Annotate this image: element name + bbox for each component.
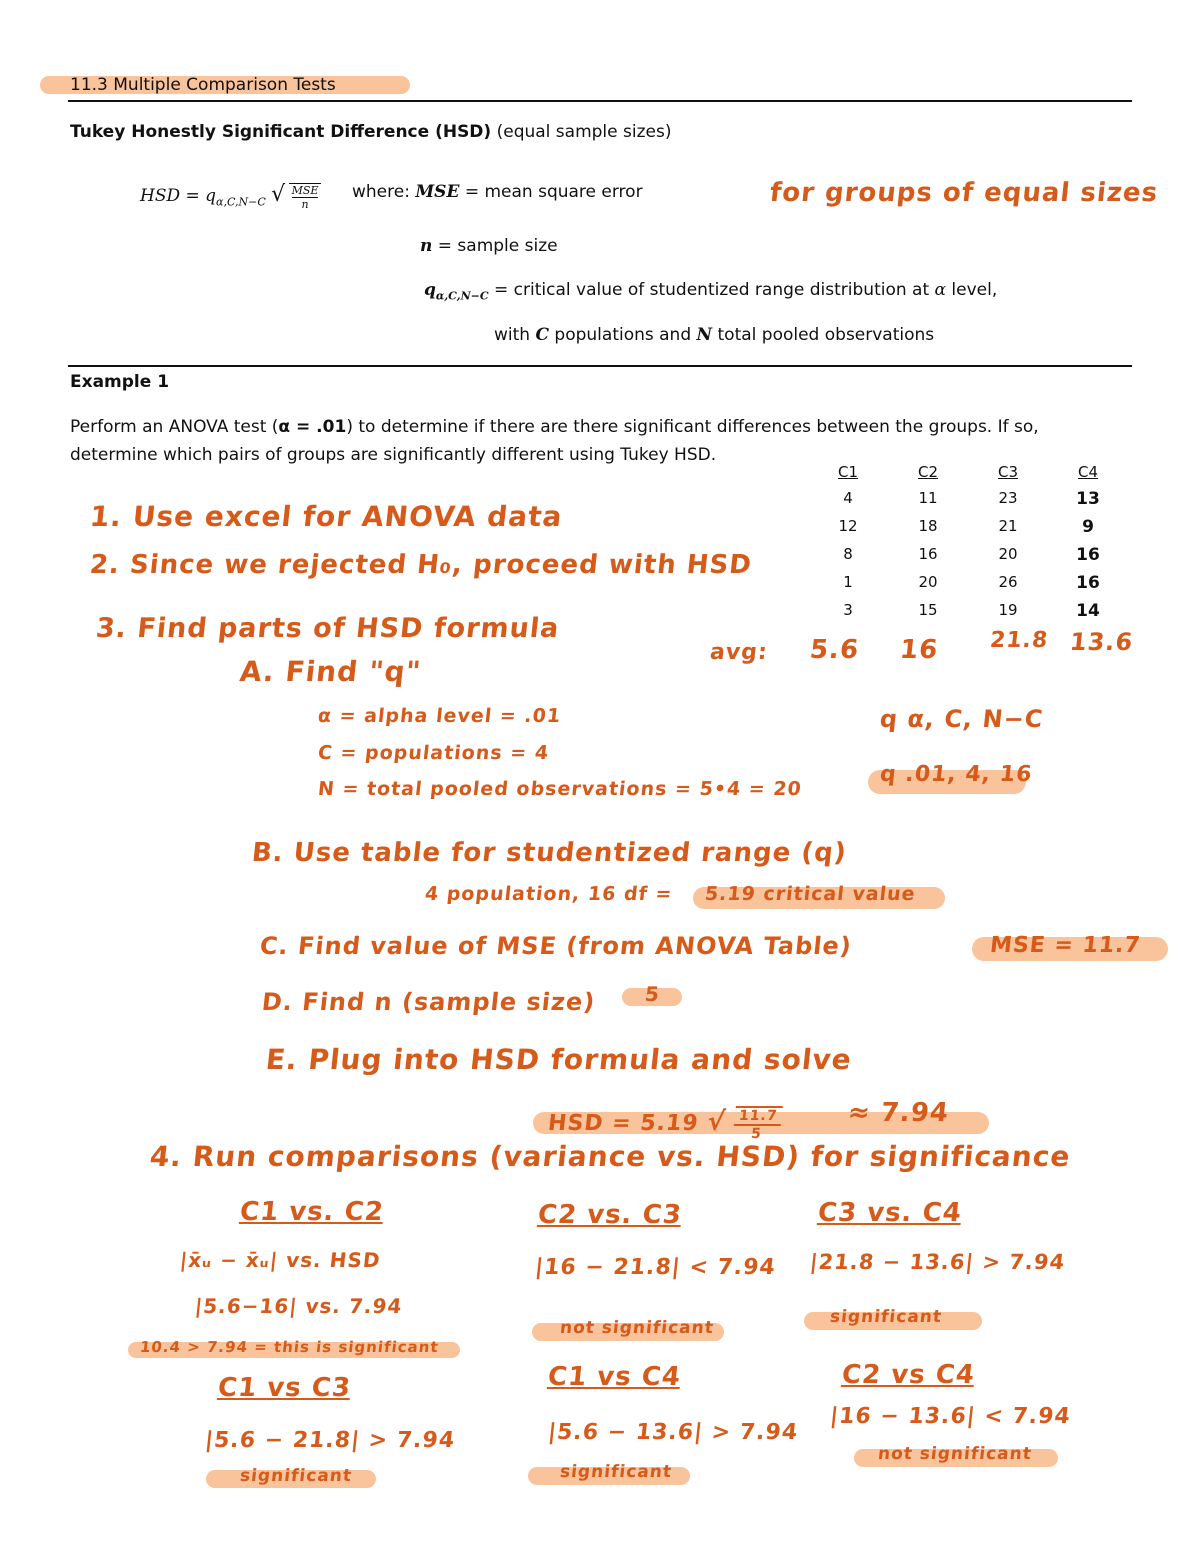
cmp-title: C2 vs. C3 [536,1200,684,1230]
note-equal-sizes: for groups of equal sizes [768,178,1160,208]
with-line [494,325,934,345]
formula-lhs: HSD = q [140,186,217,206]
cmp-title: C1 vs. C2 [238,1197,386,1227]
table-header: C1 [837,463,859,481]
cmp-line: |5.6−16| vs. 7.94 [193,1294,404,1318]
hsd-fraction [732,1106,782,1142]
table-row [808,601,1128,621]
note-step-a: A. Find "q" [238,655,423,688]
table-row [808,489,1128,509]
table-header: C4 [1077,463,1099,481]
hsd-fraction-num: 11.7 [734,1108,782,1126]
with-c-text: total pooled observations [717,325,935,345]
note-n-value: 5 [643,982,662,1006]
q-alpha: α [934,280,947,300]
prompt-a: Perform an ANOVA test ( [70,417,279,437]
table-header: C3 [997,463,1019,481]
note-step-d: D. Find n (sample size) [260,988,597,1016]
cmp-line: |16 − 13.6| < 7.94 [828,1404,1073,1429]
example-prompt-line2: determine which pairs of groups are significantly different using Tukey HSD. [70,445,717,465]
note-step-e: E. Plug into HSD formula and solve [264,1043,854,1076]
note-avg-c4: 13.6 [1068,628,1135,656]
with-c: C [535,325,550,345]
note-c-line: C = populations = 4 [316,742,551,764]
cmp-line: |x̄ᵤ − x̄ᵤ| vs. HSD [178,1248,382,1272]
section-title: 11.3 Multiple Comparison Tests [70,75,336,95]
tukey-heading-bold: Tukey Honestly Significant Difference (HSD) [70,122,492,142]
note-mse-value: MSE = 11.7 [988,933,1143,958]
note-hsd-calc [546,1106,783,1142]
cmp-result: 10.4 > 7.94 = this is significant [139,1338,440,1356]
hsd-calc-label: HSD = 5.19 [546,1111,700,1136]
hsd-fraction-den: 5 [750,1126,763,1142]
table-row [808,545,1128,565]
example-prompt-line1 [70,417,1039,437]
cmp-result: significant [828,1307,944,1327]
table-row [808,573,1128,593]
table-cell-handwritten: 13 [1076,489,1100,509]
where-line [352,182,643,202]
table-header: C2 [917,463,939,481]
prompt-b: ) to determine if there are there significant differences between the groups. If so, [346,417,1039,437]
note-hsd-result: ≈ 7.94 [846,1098,951,1128]
cmp-result: significant [558,1462,674,1482]
note-step-4: 4. Run comparisons (variance vs. HSD) for significance [148,1140,1073,1173]
table-cell: 16 [918,545,938,563]
table-cell: 8 [843,545,853,563]
cmp-result: significant [238,1466,354,1486]
fraction-numerator: MSE [291,183,319,197]
data-table [808,463,1128,621]
note-n-line: N = total pooled observations = 5•4 = 20 [316,778,803,800]
n-definition: = sample size [437,236,558,256]
cmp-line: |21.8 − 13.6| > 7.94 [808,1250,1067,1274]
mse-definition: = mean square error [464,182,643,202]
with-b: populations and [554,325,692,345]
table-cell-handwritten: 9 [1082,517,1094,537]
table-cell-handwritten: 16 [1076,573,1100,593]
q-definition-line [424,280,997,302]
with-n: N [696,325,713,345]
q-sub: α,C,N−C [435,289,489,303]
table-cell-handwritten: 16 [1076,545,1100,565]
formula-sqrt [271,182,321,211]
cmp-result: not significant [876,1444,1033,1464]
note-q-generic: q α, C, N−C [878,705,1045,733]
table-cell: 11 [918,489,938,507]
fraction-denominator: n [301,197,309,211]
note-step-b: B. Use table for studentized range (q) [250,838,849,868]
n-definition-line [420,236,558,256]
cmp-title: C1 vs C4 [546,1362,683,1392]
note-q-specific: q .01, 4, 16 [878,762,1034,787]
note-b-line-a: 4 population, 16 df = [423,883,674,905]
q-symbol: q [424,280,436,300]
q-definition: = critical value of studentized range distribution at [494,280,930,300]
cmp-title: C2 vs C4 [840,1360,977,1390]
note-avg-c1: 5.6 [808,635,861,665]
table-cell: 3 [843,601,853,619]
note-avg-c2: 16 [898,635,940,665]
note-step-2: 2. Since we rejected H₀, proceed with HSD [88,550,754,580]
q-level: level, [951,280,998,300]
note-b-line-b: 5.19 critical value [703,883,917,905]
sqrt-symbol: √ [271,182,286,207]
cmp-line: |16 − 21.8| < 7.94 [533,1255,778,1280]
where-label: where: [352,182,410,202]
tukey-heading [70,122,671,142]
note-step-c: C. Find value of MSE (from ANOVA Table) [258,932,854,960]
table-cell: 18 [918,517,938,535]
table-cell: 20 [998,545,1018,563]
note-avg-label: avg: [708,640,770,665]
note-step-3: 3. Find parts of HSD formula [94,613,561,644]
table-cell: 26 [998,573,1018,591]
table-cell: 23 [998,489,1018,507]
table-header-row [808,463,1128,481]
formula-sub: α,C,N−C [216,195,266,209]
cmp-result: not significant [558,1318,715,1338]
table-cell: 1 [843,573,853,591]
section-rule [68,365,1132,367]
cmp-line: |5.6 − 21.8| > 7.94 [203,1428,457,1453]
table-cell: 19 [998,601,1018,619]
with-a: with [494,325,531,345]
note-avg-c3: 21.8 [988,628,1050,653]
hsd-sqrt-symbol: √ [705,1107,728,1137]
tukey-heading-rest: (equal sample sizes) [496,122,672,142]
note-alpha-line: α = alpha level = .01 [316,705,563,727]
n-symbol: n [420,236,433,256]
table-cell: 12 [838,517,858,535]
table-cell: 4 [843,489,853,507]
cmp-title: C1 vs C3 [216,1373,353,1403]
hsd-formula [140,182,321,211]
mse-symbol: MSE [415,182,460,202]
note-step-1: 1. Use excel for ANOVA data [88,500,565,533]
cmp-title: C3 vs. C4 [816,1198,964,1228]
formula-fraction [289,183,322,211]
table-cell: 15 [918,601,938,619]
table-cell: 20 [918,573,938,591]
table-row [808,517,1128,537]
cmp-line: |5.6 − 13.6| > 7.94 [546,1420,800,1445]
header-rule [68,100,1132,102]
table-cell: 21 [998,517,1018,535]
example-title: Example 1 [70,372,170,392]
prompt-alpha: α = .01 [278,417,347,437]
table-cell-handwritten: 14 [1076,601,1100,621]
